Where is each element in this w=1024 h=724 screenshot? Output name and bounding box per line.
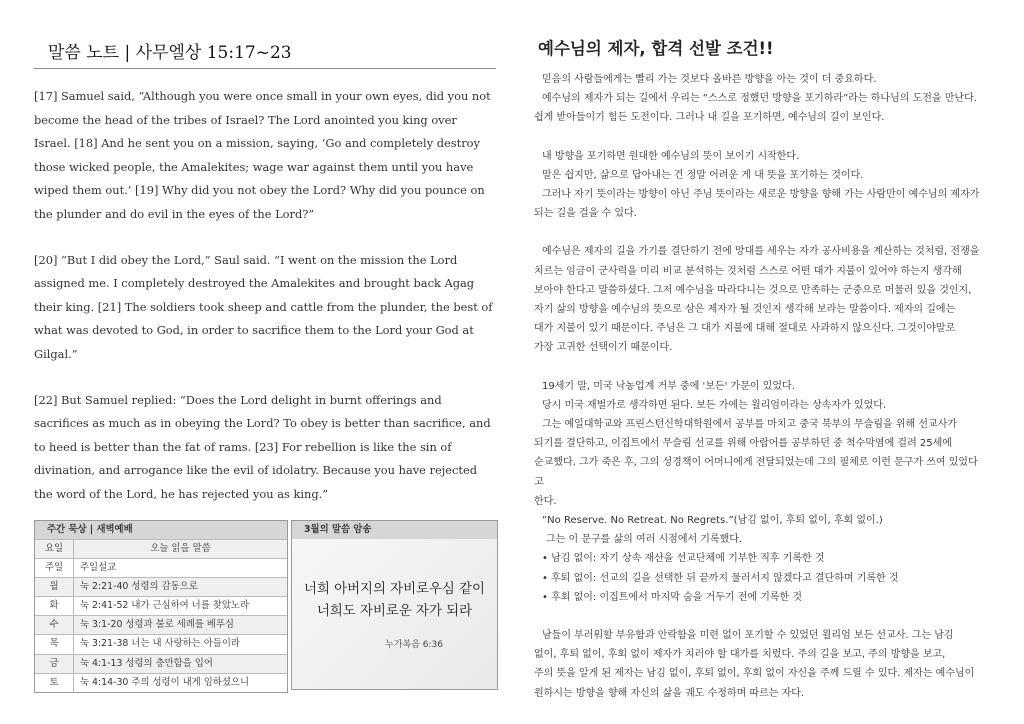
essay-body: [534, 70, 980, 703]
essay-line: 주의 뜻을 알게 된 제자는 남김 없이, 후퇴 없이, 후회 없이 자신을 주께 드릴 수 있다. 제자는 예수님이: [534, 668, 975, 680]
table-header-row: [35, 539, 287, 558]
essay-line: 한다.: [534, 495, 557, 507]
table-row: [35, 654, 287, 673]
weekly-meditation-table: [34, 520, 288, 693]
scripture-paragraph: [20] “But I did obey the Lord,” Saul said. “I went on the mission the Lord assigned me. I completely destroyed the Amalekites and brought back Agag their king. [21] The soldiers took sheep and cattle from the plunder, the best of what was devoted to God, in order to sacrifice them to the Lord your God at Gilgal.”: [34, 252, 493, 361]
reading-cell: 눅 3:1-20 성령과 불로 세례를 베푸심: [80, 619, 234, 631]
essay-line: 말은 쉽지만, 삶으로 답아내는 건 정말 어려운 게 내 뜻을 포기하는 것이다.: [542, 169, 864, 181]
essay-line: 내 방향을 포기하면 원대한 예수님의 뜻이 보이기 시작한다.: [542, 150, 800, 162]
reading-cell: 눅 4:14-30 주의 성령이 내게 임하셨으니: [80, 676, 249, 688]
essay-line: 자기 삶의 방향을 예수님의 뜻으로 삼은 제자가 될 것인지 생각해 보라는 말씀이다. 제자의 길에는: [534, 304, 956, 316]
table-row: [35, 634, 287, 653]
essay-paragraph: [534, 70, 980, 128]
essay-line: 19세기 말, 미국 낙농업계 거부 중에 '보든' 가문이 있었다.: [542, 380, 795, 392]
verse-line: 너희도 자비로운 자가 되라: [316, 604, 473, 619]
essay-title: 예수님의 제자, 합격 선발 조건!!: [538, 39, 774, 58]
table-row: [35, 577, 287, 596]
table-row: [35, 673, 287, 692]
memory-verse-text: [292, 579, 497, 623]
essay-line: 예수님의 제자가 되는 길에서 우리는 “스스로 정했던 방향을 포기하라”라는 하나님의 도전을 만난다.: [542, 93, 977, 105]
essay-line: 가장 고귀한 선택이기 때문이다.: [534, 342, 673, 354]
essay-line: 당시 미국 재벌가로 생각하면 된다. 보든 가에는 윌리엄이라는 상속자가 있었다.: [542, 399, 887, 411]
table-title: 주간 묵상 | 새벽예배: [35, 521, 287, 539]
essay-paragraph: [534, 147, 980, 224]
left-column: [34, 38, 496, 529]
essay-line: 치르는 임금이 군사력을 미리 비교 분석하는 것처럼 스스로 어떤 대가 지불이 있어야 하는지 생각해: [534, 265, 962, 277]
bullet-item: • 후회 없이: 이집트에서 마지막 숨을 거두기 전에 기록한 것: [542, 591, 803, 603]
quote-line: “No Reserve. No Retreat. No Regrets.”(남김 없이, 후퇴 없이, 후회 없이.): [542, 515, 883, 527]
reading-cell: 눅 2:41-52 내가 근심하여 너를 찾았노라: [80, 600, 249, 612]
memory-verse-title: 3월의 말씀 암송: [292, 521, 497, 539]
essay-line: 원하시는 방향을 향해 자신의 삶을 궤도 수정하며 따르는 자다.: [534, 687, 805, 699]
essay-line: 보아야 한다고 말씀하셨다. 그저 예수님을 따라다니는 것으로 만족하는 군중으로 머물러 있을 것인지,: [534, 284, 972, 296]
right-column: [534, 34, 980, 722]
day-cell: 화: [35, 597, 74, 615]
essay-line: 믿음의 사람들에게는 빨리 가는 것보다 올바른 방향을 아는 것이 더 중요하다.: [542, 74, 877, 85]
scripture-paragraph: [17] Samuel said, “Although you were once small in your own eyes, did you not become the head of the tribes of Israel? The Lord anointed you king over Israel. [18] And he sent you on a mission, saying, ‘Go and completely destroy those wicked people, the Amalekites; wage war against them until you have wiped them out.’ [19] Why did you not obey the Lord? Why did you pounce on the plunder and do evil in the eyes of the Lord?”: [34, 89, 491, 221]
day-cell: 토: [35, 674, 74, 692]
essay-line: 되기를 결단하고, 이집트에서 무슬림 선교를 위해 아랍어를 공부하던 중 척수막염에 걸려 25세에: [534, 438, 952, 450]
essay-line: 예수님은 제자의 길을 가기를 결단하기 전에 망대를 세우는 자가 공사비용을 계산하는 것처럼, 전쟁을: [542, 246, 980, 258]
day-cell: 수: [35, 616, 74, 634]
essay-line: 쉽게 받아들이기 힘든 도전이다. 그러나 내 길을 포기하면, 예수님의 길이 보인다.: [534, 112, 885, 124]
page-title: 말씀 노트 | 사무엘상 15:17~23: [34, 38, 496, 69]
essay-line: 남들이 부러워할 부유함과 안락함을 미련 없이 포기할 수 있었던 윌리엄 보든 선교사. 그는 남김: [542, 630, 954, 642]
essay-line: 그러나 자기 뜻이라는 방향이 아닌 주님 뜻이라는 새로운 방향을 향해 가는 사람만이 예수님의 제자가: [542, 189, 980, 201]
day-cell: 금: [35, 655, 74, 673]
table-row: [35, 615, 287, 634]
essay-line: 없이, 후퇴 없이, 후회 없이 제자가 치러야 할 대가를 치렀다. 주의 길을 보고, 주의 방향을 보고,: [534, 649, 946, 661]
day-cell: 월: [35, 578, 74, 596]
essay-line: 순교했다. 그가 죽은 후, 그의 성경책이 어머니에게 전달되었는데 그의 필체로 이런 문구가 쓰여 있었다고: [534, 457, 978, 488]
essay-line: 그는 예일대학교와 프린스턴신학대학원에서 공부를 마치고 중국 북부의 무슬림을 위해 선교사가: [542, 419, 958, 431]
scripture-text: [34, 85, 496, 507]
scripture-paragraph: [22] But Samuel replied: “Does the Lord delight in burnt offerings and sacrifices as much as in obeying the Lord? To obey is better than sacrifice, and to heed is better than the fat of rams. [23] For rebellion is like the sin of divination, and arrogance like the evil of idolatry. Because you have rejected the word of the Lord, he has rejected you as king.”: [34, 392, 491, 501]
bullet-item: • 후퇴 없이: 선교의 길을 선택한 뒤 끝까지 물러서지 않겠다고 결단하며 기록한 것: [542, 572, 899, 584]
verse-line: 너희 아버지의 자비로우심 같이: [304, 582, 485, 597]
bullet-item: • 남김 없이: 자기 상속 재산을 선교단체에 기부한 직후 기록한 것: [542, 553, 825, 565]
essay-paragraph: [534, 626, 980, 703]
essay-paragraph: [534, 242, 980, 357]
column-header-day: 요일: [35, 540, 74, 558]
memory-verse-box: [291, 520, 498, 690]
column-header-text: 오늘 읽을 말씀: [150, 543, 211, 554]
quote-note: 그는 이 문구를 삶의 여러 시점에서 기록했다.: [546, 534, 743, 546]
verse-reference: 누가복음 6:36: [385, 640, 443, 650]
reading-cell: 눅 4:1-13 성령의 충만함을 입어: [80, 657, 213, 669]
essay-paragraph: [534, 377, 980, 607]
reading-cell: 주일설교: [80, 562, 117, 574]
reading-cell: 눅 3:21-38 너는 내 사랑하는 아들이라: [80, 638, 240, 650]
day-cell: 목: [35, 635, 74, 653]
essay-line: 대가 지불이 있기 때문이다. 주님은 그 대가 지불에 대해 절대로 사과하지 않으신다. 그것이야말로: [534, 323, 956, 335]
memory-verse-body: [292, 539, 497, 689]
table-row: [35, 558, 287, 577]
essay-line: 되는 길을 걸을 수 있다.: [534, 208, 637, 220]
table-row: [35, 596, 287, 615]
reading-cell: 눅 2:21-40 성령의 감동으로: [80, 581, 198, 593]
day-cell: 주일: [35, 559, 74, 577]
